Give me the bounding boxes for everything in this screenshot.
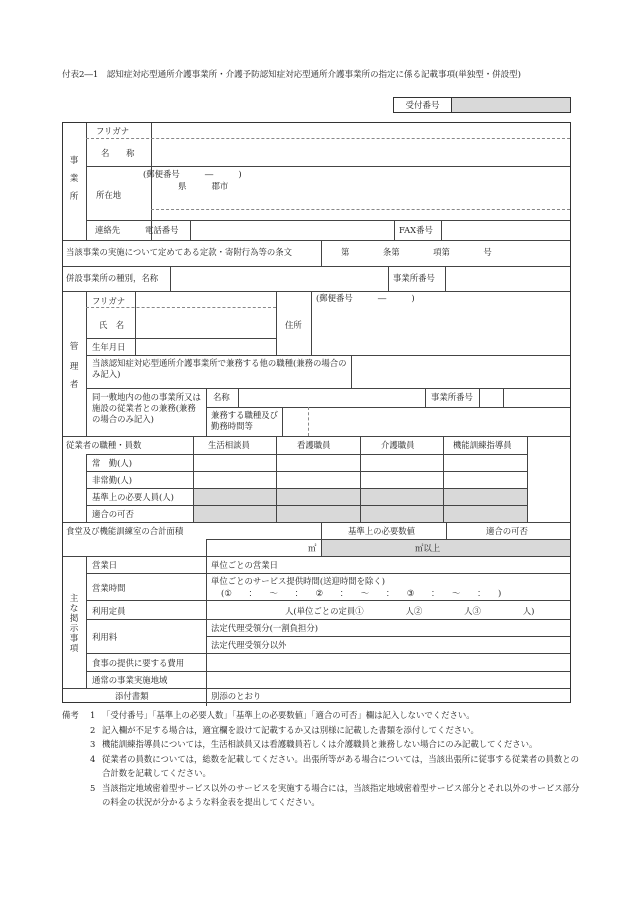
manager-name-label: 氏 名: [99, 320, 125, 330]
combined-office-no-label: 事業所番号: [393, 273, 435, 283]
items-hours-value: 単位ごとのサービス提供時間(送迎時間を除く): [211, 576, 386, 586]
combined-type-label: 併設事業所の種別，名称: [66, 273, 159, 283]
office-side-3: 所: [69, 192, 79, 202]
area-unit-1: ㎡: [308, 543, 317, 553]
note-5: 5 当該指定地域密着型サービス以外のサービスを実施する場合には，当該指定地域密着型サービス部分とそれ以外のサービス部分の料金の状況が分かるような料金表を提出してください。: [90, 782, 580, 807]
manager-other-no-label: 事業所番号: [431, 392, 473, 402]
office-pref-city: 県 郡市: [178, 181, 229, 191]
items-fee-label: 利用料: [92, 632, 118, 642]
registration-form: [62, 122, 571, 703]
items-side-3: 掲: [69, 614, 79, 624]
staff-row-ok: 適合の可否: [92, 509, 134, 519]
items-days-value: 単位ごとの営業日: [211, 560, 278, 570]
rules-values: 第 条第 項第 号: [341, 247, 492, 257]
manager-address-label: 住所: [285, 320, 302, 330]
items-side-5: 事: [69, 634, 79, 644]
office-fax-label: FAX番号: [399, 225, 433, 235]
manager-concurrent-label: 当該認知症対応型通所介護事業所で兼務する他の職種(兼務の場合のみ記入): [92, 358, 347, 379]
items-capacity-label: 利用定員: [92, 606, 126, 616]
notes: [62, 708, 582, 810]
note-2: 2 記入欄が不足する場合は，適宜欄を設けて記載するか又は別様に記載した書類を添付してください。: [90, 724, 479, 735]
items-days-label: 営業日: [92, 560, 118, 570]
rules-label: 当該事業の実施について定めてある定款・寄附行為等の条文: [66, 247, 292, 257]
office-contact-label: 連絡先: [95, 225, 121, 235]
items-fee-value-2: 法定代理受領分以外: [211, 640, 287, 650]
items-capacity-value: 人(単位ごとの定員① 人② 人③ 人): [285, 606, 535, 616]
staff-col-3: 介護職員: [381, 440, 415, 450]
items-area-label: 通常の事業実施地域: [92, 675, 168, 685]
note-3: 3 機能訓練指導員については，生活相談員又は看護職員若しくは介護職員と兼務しない場合にのみ記載してください。: [90, 739, 538, 749]
staff-header: 従業者の職種・員数: [66, 440, 142, 450]
items-side-4: 示: [69, 624, 79, 634]
items-side-2: な: [69, 604, 79, 614]
accept-number-field: [452, 98, 570, 112]
area-label: 食堂及び機能訓練室の合計面積: [66, 526, 184, 536]
items-hours-label: 営業時間: [92, 583, 126, 593]
manager-side-2: 理: [69, 362, 79, 372]
area-unit-2: ㎡以上: [415, 543, 441, 553]
manager-other-name-label: 名称: [213, 392, 230, 402]
manager-furigana-label: フリガナ: [92, 296, 126, 306]
docs-label: 添付書類: [115, 691, 149, 701]
manager-other-job-label: 兼務する職種及び勤務時間等: [211, 410, 278, 431]
staff-row-parttime: 非常勤(人): [92, 475, 133, 485]
note-1: 備考 1 「受付番号」「基準上の必要人数」「基準上の必要数値」「適合の可否」欄は記入しないでください。: [62, 708, 582, 723]
notes-head: 備考: [62, 710, 79, 720]
office-phone-label: 電話番号: [145, 225, 179, 235]
accept-number-box: [393, 97, 571, 113]
staff-col-2: 看護職員: [297, 440, 331, 450]
manager-postal: (郵便番号 ― ): [316, 293, 415, 303]
manager-side-3: 者: [69, 380, 79, 390]
docs-value: 別添のとおり: [211, 691, 262, 701]
staff-col-4: 機能訓練指導員: [453, 440, 512, 450]
form-title: 付表2―1 認知症対応型通所介護事業所・介護予防認知症対応型通所介護事業所の指定に係る記載事項(単独型・併設型): [62, 70, 521, 80]
area-ok-label: 適合の可否: [486, 526, 528, 536]
staff-row-required: 基準上の必要人員(人): [92, 492, 174, 502]
items-fee-value-1: 法定代理受領分(一割負担分): [211, 623, 319, 633]
office-name-label: 名 称: [101, 148, 135, 158]
accept-number-label: 受付番号: [394, 98, 452, 112]
office-postal: (郵便番号 ― ): [143, 169, 242, 179]
manager-side-1: 管: [69, 342, 79, 352]
items-hours-slots: (① ： ～ ： ② ： ～ ： ③ ： ～ ： ): [221, 588, 502, 598]
manager-birth-label: 生年月日: [92, 342, 126, 352]
area-std-label: 基準上の必要数値: [348, 526, 415, 536]
items-side-1: 主: [69, 594, 79, 604]
staff-col-1: 生活相談員: [208, 440, 250, 450]
manager-other-office-label: 同一敷地内の他の事業所又は施設の従業者との兼務(兼務の場合のみ記入): [92, 392, 201, 424]
office-side-2: 業: [69, 174, 79, 184]
items-side-6: 項: [69, 644, 79, 654]
office-side-1: 事: [69, 156, 79, 166]
note-4: 4 従業者の員数については，総数を記載してください。出張所等がある場合については，当該出張所に従事する従業者の員数との合計数を記載してください。: [90, 753, 580, 778]
office-furigana-label: フリガナ: [96, 126, 130, 136]
staff-row-fulltime: 常 勤(人): [92, 458, 133, 468]
items-meal-label: 食事の提供に要する費用: [92, 658, 185, 668]
office-address-label: 所在地: [96, 190, 122, 200]
